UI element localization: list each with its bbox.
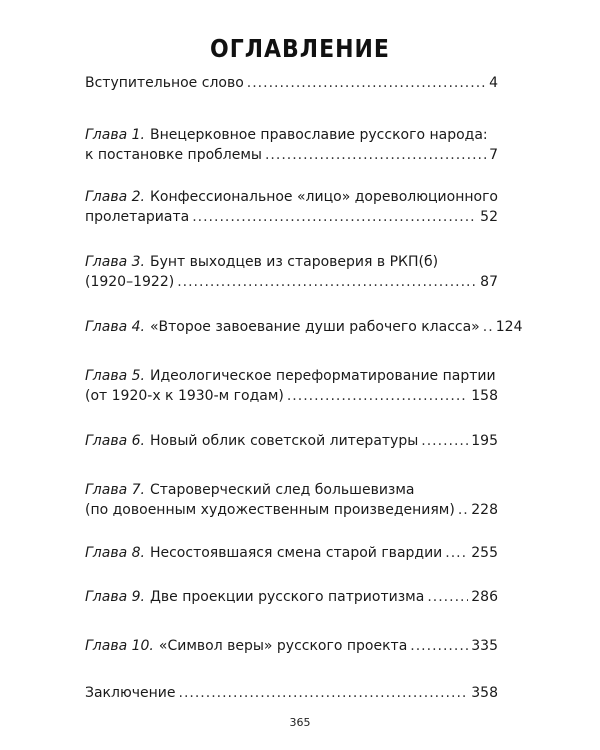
entry-page-number: 87 <box>480 274 498 290</box>
entry-title: Две проекции русского патриотизма <box>149 589 425 605</box>
entry-title: Новый облик советской литературы <box>149 433 419 449</box>
toc-entry-chapter-4[interactable] <box>85 317 523 337</box>
dot-leader <box>427 587 468 607</box>
dot-leader <box>265 145 486 165</box>
entry-title-line-1: Конфессиональное «лицо» дореволюционного <box>149 189 498 205</box>
entry-title: «Символ веры» русского проекта <box>158 638 408 654</box>
entry-page-number: 158 <box>471 388 498 404</box>
dot-leader <box>421 431 468 451</box>
entry-page-number: 7 <box>489 147 498 163</box>
toc-entry-chapter-8[interactable] <box>85 543 498 563</box>
entry-title: «Второе завоевание души рабочего класса» <box>149 319 480 335</box>
chapter-number: Глава 1. <box>85 127 145 143</box>
page-title: ОГЛАВЛЕНИЕ <box>210 35 390 64</box>
toc-entry-chapter-5[interactable] <box>85 366 498 406</box>
entry-title-line-1: Бунт выходцев из староверия в РКП(б) <box>149 254 439 270</box>
page-folio-number: 365 <box>289 716 311 729</box>
toc-entry-chapter-9[interactable] <box>85 587 498 607</box>
chapter-number: Глава 3. <box>85 254 145 270</box>
entry-page-number: 255 <box>471 545 498 561</box>
entry-page-number: 124 <box>495 319 523 335</box>
chapter-number: Глава 8. <box>85 545 145 561</box>
toc-entry-intro[interactable] <box>85 73 498 93</box>
chapter-number: Глава 10. <box>85 638 154 654</box>
toc-entry-chapter-3[interactable] <box>85 252 498 292</box>
chapter-number: Глава 9. <box>85 589 145 605</box>
entry-title-line-1: Внецерковное православие русского народа: <box>149 127 488 143</box>
entry-title-line-1: Идеологическое переформатирование партии <box>149 368 496 384</box>
entry-title-line-1: Староверческий след большевизма <box>149 482 415 498</box>
entry-title-line-2: пролетариата <box>85 209 190 225</box>
entry-page-number: 286 <box>471 589 498 605</box>
dot-leader <box>179 683 469 703</box>
entry-title: Вступительное слово <box>85 75 244 91</box>
dot-leader <box>410 636 468 656</box>
dot-leader <box>458 500 468 520</box>
chapter-number: Глава 4. <box>85 319 145 335</box>
entry-page-number: 195 <box>471 433 498 449</box>
chapter-number: Глава 2. <box>85 189 145 205</box>
entry-page-number: 52 <box>480 209 498 225</box>
toc-entry-chapter-1[interactable] <box>85 125 498 165</box>
entry-page-number: 358 <box>471 685 498 701</box>
toc-entry-chapter-7[interactable] <box>85 480 498 520</box>
dot-leader <box>445 543 468 563</box>
dot-leader <box>247 73 486 93</box>
entry-title: Заключение <box>85 685 176 701</box>
entry-page-number: 228 <box>471 502 498 518</box>
dot-leader <box>177 272 477 292</box>
chapter-number: Глава 6. <box>85 433 145 449</box>
entry-title-line-2: к постановке проблемы <box>85 147 262 163</box>
toc-entry-conclusion[interactable] <box>85 683 498 703</box>
entry-title-line-2: (1920–1922) <box>85 274 175 290</box>
toc-entry-chapter-6[interactable] <box>85 431 498 451</box>
entry-page-number: 4 <box>489 75 498 91</box>
entry-title-line-2: (от 1920-х к 1930-м годам) <box>85 388 284 404</box>
dot-leader <box>287 386 468 406</box>
entry-title-line-2: (по довоенным художественным произведениям) <box>85 502 455 518</box>
entry-page-number: 335 <box>471 638 498 654</box>
toc-entry-chapter-2[interactable] <box>85 187 498 227</box>
toc-entry-chapter-10[interactable] <box>85 636 498 656</box>
entry-title: Несостоявшаяся смена старой гвардии <box>149 545 443 561</box>
dot-leader <box>192 207 477 227</box>
chapter-number: Глава 5. <box>85 368 145 384</box>
dot-leader <box>483 317 493 337</box>
chapter-number: Глава 7. <box>85 482 145 498</box>
